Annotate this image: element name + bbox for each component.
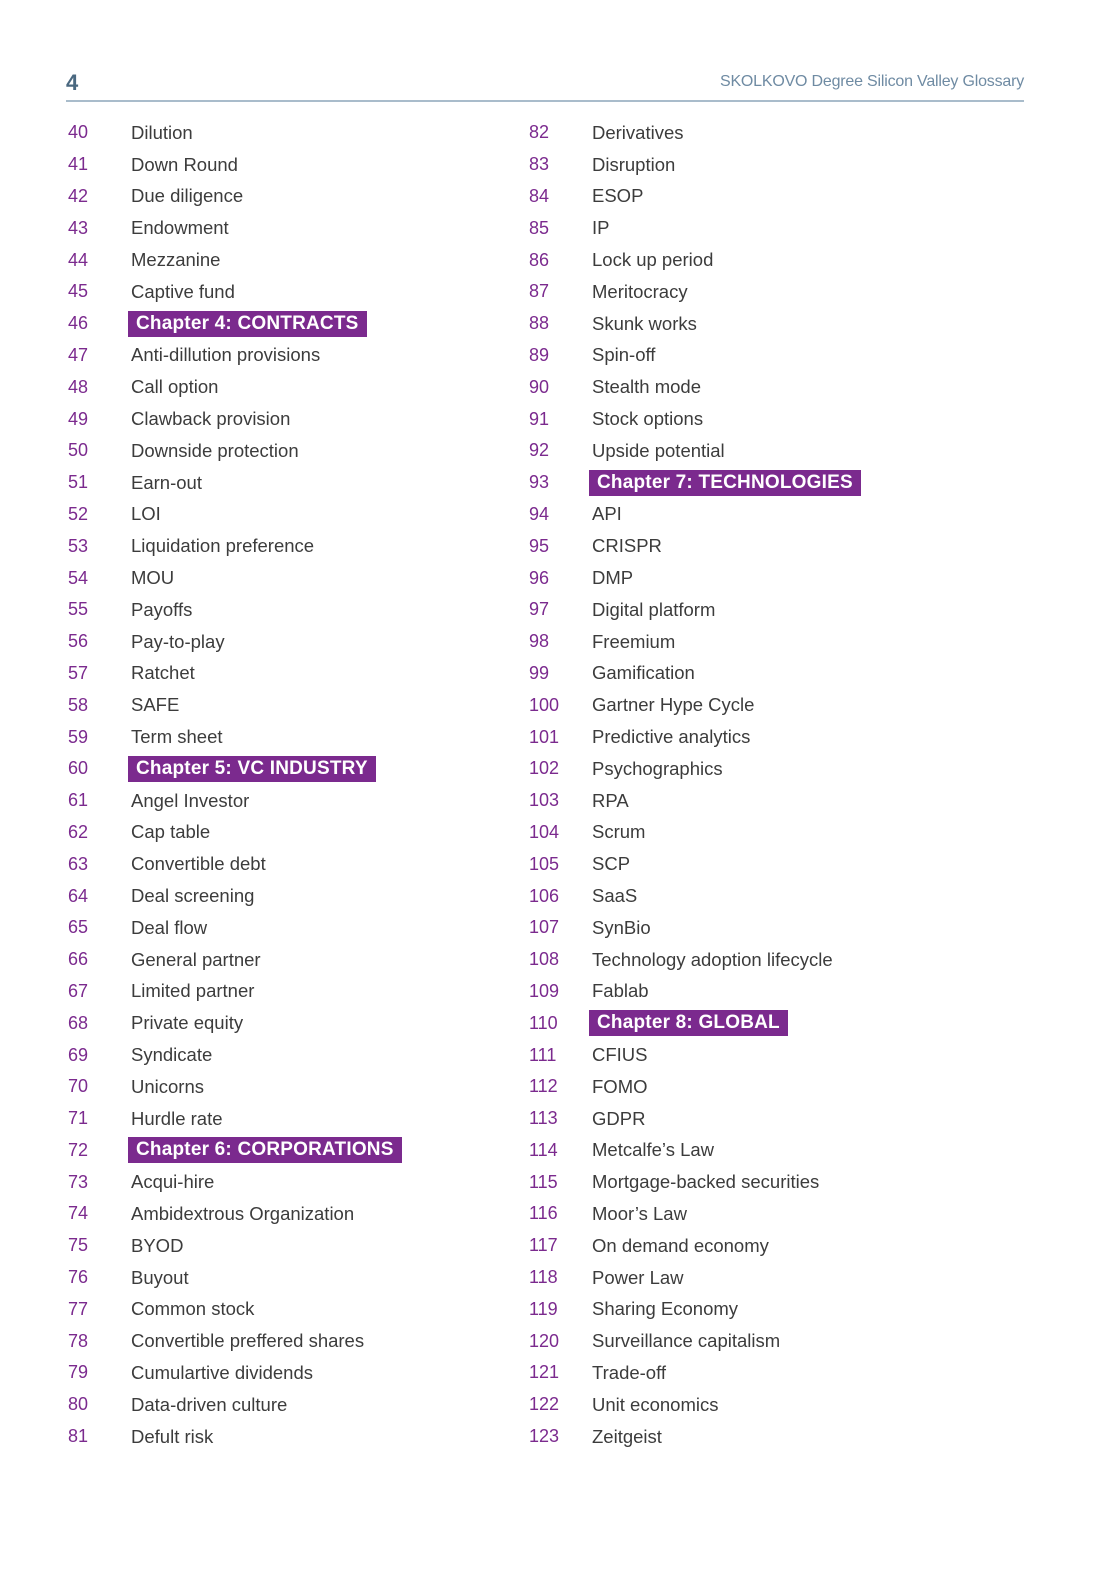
entry-term: Private equity: [131, 1012, 244, 1034]
entry-term: Angel Investor: [131, 789, 250, 811]
entry-term: Call option: [131, 376, 219, 398]
entry-number: 72: [68, 1139, 89, 1160]
entry-term: Convertible debt: [131, 853, 266, 875]
entry-number: 65: [68, 917, 89, 938]
entry-number: 123: [529, 1426, 560, 1447]
entry-term: RPA: [592, 789, 629, 811]
entry-number: 95: [529, 535, 550, 556]
entry-term: Endowment: [131, 217, 229, 239]
glossary-entry: [68, 1325, 402, 1357]
glossary-entry: [529, 1262, 861, 1294]
entry-number: 92: [529, 440, 550, 461]
entry-number: 46: [68, 313, 89, 334]
entry-term: Fablab: [592, 980, 649, 1002]
glossary-entry: [68, 785, 402, 817]
document-title: SKOLKOVO Degree Silicon Valley Glossary: [719, 73, 1024, 90]
glossary-entry: [68, 149, 402, 181]
entry-term: Scrum: [592, 821, 646, 843]
entry-number: 99: [529, 662, 550, 683]
glossary-entry: [68, 976, 402, 1008]
entry-number: 60: [68, 758, 89, 779]
entry-term: Deal flow: [131, 916, 208, 938]
glossary-entry: [529, 1039, 861, 1071]
chapter-heading: Chapter 6: CORPORATIONS: [128, 1137, 402, 1163]
entry-number: 67: [68, 980, 89, 1001]
entry-number: 63: [68, 853, 89, 874]
entry-term: Upside potential: [592, 439, 725, 461]
entry-number: 70: [68, 1076, 89, 1097]
entry-number: 61: [68, 790, 89, 811]
entry-term: Power Law: [592, 1266, 684, 1288]
entry-number: 40: [68, 122, 89, 143]
glossary-entry: [529, 371, 861, 403]
entry-term: Due diligence: [131, 185, 244, 207]
entry-term: Gamification: [592, 662, 695, 684]
glossary-entry: [68, 499, 402, 531]
glossary-entry: [529, 1325, 861, 1357]
glossary-entry: [68, 371, 402, 403]
entry-number: 89: [529, 344, 550, 365]
entry-number: 83: [529, 154, 550, 175]
entry-term: Technology adoption lifecycle: [592, 948, 833, 970]
entry-number: 55: [68, 599, 89, 620]
glossary-entry: [529, 276, 861, 308]
glossary-entry: [68, 117, 402, 149]
entry-term: Freemium: [592, 630, 676, 652]
glossary-entry: [68, 1357, 402, 1389]
glossary-entry: [529, 785, 861, 817]
entry-term: Trade-off: [592, 1361, 667, 1383]
glossary-entry: [68, 721, 402, 753]
entry-term: Acqui-hire: [131, 1171, 215, 1193]
chapter-heading-row: [529, 467, 861, 499]
entry-number: 53: [68, 535, 89, 556]
entry-term: FOMO: [592, 1075, 648, 1097]
entry-term: Anti-dillution provisions: [131, 344, 321, 366]
chapter-heading-row: [529, 1007, 861, 1039]
glossary-entry: [68, 181, 402, 213]
glossary-entry: [529, 1198, 861, 1230]
entry-number: 66: [68, 949, 89, 970]
entry-term: DMP: [592, 567, 634, 589]
entry-term: SCP: [592, 853, 631, 875]
glossary-entry: [68, 403, 402, 435]
entry-term: Cumulartive dividends: [131, 1361, 314, 1383]
entry-term: Dilution: [131, 121, 193, 143]
chapter-heading: Chapter 5: VC INDUSTRY: [128, 756, 376, 782]
entry-number: 108: [529, 949, 560, 970]
chapter-heading-row: [68, 308, 402, 340]
entry-number: 43: [68, 217, 89, 238]
chapter-heading: Chapter 7: TECHNOLOGIES: [589, 470, 861, 496]
entry-number: 110: [529, 1012, 558, 1033]
glossary-entry: [529, 658, 861, 690]
entry-term: Buyout: [131, 1266, 189, 1288]
glossary-entry: [68, 880, 402, 912]
entry-number: 49: [68, 408, 89, 429]
entry-term: Downside protection: [131, 439, 299, 461]
glossary-entry: [68, 1293, 402, 1325]
entry-number: 102: [529, 758, 560, 779]
glossary-entry: [68, 594, 402, 626]
entry-number: 56: [68, 631, 89, 652]
glossary-entry: [529, 753, 861, 785]
entry-number: 117: [529, 1235, 558, 1256]
entry-number: 71: [68, 1108, 89, 1129]
entry-number: 52: [68, 503, 89, 524]
glossary-entry: [68, 1230, 402, 1262]
glossary-entry: [529, 721, 861, 753]
entry-number: 62: [68, 821, 89, 842]
glossary-entry: [68, 244, 402, 276]
glossary-entry: [529, 244, 861, 276]
entry-number: 106: [529, 885, 560, 906]
entry-term: Stock options: [592, 408, 704, 430]
entry-term: Meritocracy: [592, 280, 688, 302]
header-rule: [66, 100, 1024, 102]
entry-term: Unit economics: [592, 1393, 719, 1415]
glossary-entry: [529, 1389, 861, 1421]
entry-term: Mortgage-backed securities: [592, 1171, 820, 1193]
glossary-entry: [68, 212, 402, 244]
glossary-entry: [529, 1166, 861, 1198]
entry-term: General partner: [131, 948, 261, 970]
entry-number: 114: [529, 1139, 558, 1160]
glossary-entry: [68, 340, 402, 372]
glossary-column-left: [68, 117, 402, 1452]
entry-term: CRISPR: [592, 535, 662, 557]
glossary-entry: [68, 467, 402, 499]
entry-number: 103: [529, 790, 560, 811]
entry-term: Convertible preffered shares: [131, 1330, 365, 1352]
entry-number: 87: [529, 281, 550, 302]
glossary-entry: [68, 689, 402, 721]
glossary-entry: [68, 626, 402, 658]
entry-number: 119: [529, 1298, 558, 1319]
glossary-entry: [68, 1071, 402, 1103]
chapter-heading-row: [68, 1135, 402, 1167]
entry-number: 79: [68, 1362, 89, 1383]
entry-number: 42: [68, 185, 89, 206]
entry-term: Unicorns: [131, 1075, 204, 1097]
glossary-entry: [529, 403, 861, 435]
entry-number: 41: [68, 154, 89, 175]
entry-term: API: [592, 503, 622, 525]
glossary-entry: [529, 976, 861, 1008]
entry-term: Derivatives: [592, 121, 684, 143]
entry-term: Gartner Hype Cycle: [592, 694, 755, 716]
entry-term: Defult risk: [131, 1425, 214, 1447]
entry-number: 88: [529, 313, 550, 334]
entry-term: IP: [592, 217, 610, 239]
entry-term: Liquidation preference: [131, 535, 315, 557]
entry-number: 121: [529, 1362, 560, 1383]
glossary-entry: [529, 308, 861, 340]
glossary-column-right: [529, 117, 861, 1452]
entry-term: Limited partner: [131, 980, 255, 1002]
glossary-entry: [529, 117, 861, 149]
entry-term: On demand economy: [592, 1234, 769, 1256]
entry-number: 54: [68, 567, 89, 588]
glossary-entry: [529, 1230, 861, 1262]
entry-term: Spin-off: [592, 344, 656, 366]
entry-term: Clawback provision: [131, 408, 291, 430]
entry-term: Ratchet: [131, 662, 195, 684]
entry-number: 68: [68, 1012, 89, 1033]
chapter-heading-row: [68, 753, 402, 785]
chapter-heading: Chapter 8: GLOBAL: [589, 1010, 788, 1036]
entry-term: Mezzanine: [131, 249, 221, 271]
entry-term: Lock up period: [592, 249, 714, 271]
entry-number: 105: [529, 853, 560, 874]
entry-number: 76: [68, 1267, 89, 1288]
entry-number: 81: [68, 1426, 89, 1447]
entry-number: 120: [529, 1330, 560, 1351]
glossary-entry: [529, 212, 861, 244]
entry-term: LOI: [131, 503, 161, 525]
entry-term: Payoffs: [131, 598, 193, 620]
glossary-entry: [529, 1421, 861, 1453]
entry-number: 47: [68, 344, 89, 365]
entry-term: Cap table: [131, 821, 211, 843]
entry-number: 64: [68, 885, 89, 906]
glossary-entry: [529, 1135, 861, 1167]
entry-number: 118: [529, 1267, 558, 1288]
glossary-entry: [68, 944, 402, 976]
glossary-entry: [68, 1103, 402, 1135]
glossary-entry: [529, 1357, 861, 1389]
entry-number: 57: [68, 662, 89, 683]
entry-number: 48: [68, 376, 89, 397]
entry-term: Surveillance capitalism: [592, 1330, 781, 1352]
glossary-entry: [68, 530, 402, 562]
glossary-entry: [68, 276, 402, 308]
glossary-entry: [529, 149, 861, 181]
glossary-entry: [529, 880, 861, 912]
entry-number: 84: [529, 185, 550, 206]
glossary-entry: [529, 626, 861, 658]
entry-term: Down Round: [131, 153, 238, 175]
glossary-entry: [529, 1071, 861, 1103]
entry-term: Ambidextrous Organization: [131, 1202, 355, 1224]
glossary-entry: [529, 1103, 861, 1135]
glossary-entry: [529, 562, 861, 594]
entry-term: Pay-to-play: [131, 630, 225, 652]
entry-term: Syndicate: [131, 1044, 213, 1065]
glossary-entry: [529, 181, 861, 213]
entry-number: 78: [68, 1330, 89, 1351]
entry-number: 50: [68, 440, 89, 461]
glossary-entry: [529, 689, 861, 721]
entry-term: CFIUS: [592, 1044, 648, 1065]
entry-term: Digital platform: [592, 598, 716, 620]
entry-number: 45: [68, 281, 89, 302]
glossary-entry: [68, 817, 402, 849]
entry-term: Deal screening: [131, 885, 255, 907]
entry-number: 96: [529, 567, 550, 588]
chapter-heading: Chapter 4: CONTRACTS: [128, 311, 367, 337]
glossary-entry: [68, 658, 402, 690]
entry-number: 75: [68, 1235, 89, 1256]
glossary-entry: [529, 817, 861, 849]
entry-number: 116: [529, 1203, 558, 1224]
entry-number: 107: [529, 917, 560, 938]
entry-number: 122: [529, 1394, 560, 1415]
glossary-entry: [529, 848, 861, 880]
entry-term: Earn-out: [131, 471, 202, 493]
entry-number: 90: [529, 376, 550, 397]
entry-number: 86: [529, 249, 550, 270]
entry-term: Sharing Economy: [592, 1298, 739, 1320]
entry-number: 104: [529, 821, 560, 842]
glossary-entry: [68, 912, 402, 944]
glossary-entry: [68, 562, 402, 594]
entry-number: 93: [529, 472, 550, 493]
glossary-entry: [529, 499, 861, 531]
entry-term: BYOD: [131, 1234, 184, 1256]
entry-term: SaaS: [592, 885, 638, 907]
entry-term: Common stock: [131, 1298, 255, 1320]
entry-number: 51: [68, 472, 89, 493]
entry-number: 97: [529, 599, 550, 620]
glossary-entry: [529, 944, 861, 976]
entry-term: Moor’s Law: [592, 1202, 687, 1224]
entry-number: 101: [529, 726, 560, 747]
glossary-entry: [68, 848, 402, 880]
entry-number: 74: [68, 1203, 89, 1224]
glossary-entry: [68, 1389, 402, 1421]
entry-term: Predictive analytics: [592, 726, 751, 748]
entry-term: Metcalfe’s Law: [592, 1139, 715, 1161]
entry-term: Hurdle rate: [131, 1107, 223, 1129]
entry-term: SynBio: [592, 916, 651, 938]
entry-term: ESOP: [592, 185, 644, 207]
entry-term: Psychographics: [592, 757, 723, 779]
glossary-entry: [529, 1293, 861, 1325]
entry-number: 113: [529, 1108, 558, 1129]
glossary-entry: [529, 435, 861, 467]
glossary-entry: [68, 1039, 402, 1071]
entry-term: MOU: [131, 567, 175, 589]
glossary-entry: [529, 530, 861, 562]
entry-number: 82: [529, 122, 550, 143]
glossary-entry: [529, 594, 861, 626]
entry-number: 85: [529, 217, 550, 238]
entry-term: Captive fund: [131, 280, 235, 302]
entry-term: Term sheet: [131, 726, 223, 748]
glossary-entry: [68, 1262, 402, 1294]
entry-number: 80: [68, 1394, 89, 1415]
entry-number: 58: [68, 694, 89, 715]
entry-term: SAFE: [131, 694, 180, 716]
entry-term: GDPR: [592, 1107, 646, 1129]
entry-term: Disruption: [592, 153, 676, 175]
entry-number: 98: [529, 631, 550, 652]
entry-term: Skunk works: [592, 312, 697, 334]
glossary-entry: [68, 1421, 402, 1453]
entry-number: 77: [68, 1298, 89, 1319]
entry-number: 115: [529, 1171, 558, 1192]
entry-number: 112: [529, 1076, 558, 1097]
glossary-entry: [68, 1166, 402, 1198]
entry-number: 109: [529, 980, 560, 1001]
glossary-entry: [68, 1198, 402, 1230]
glossary-entry: [68, 435, 402, 467]
entry-number: 59: [68, 726, 89, 747]
page-number: 4: [66, 70, 79, 95]
entry-number: 94: [529, 503, 550, 524]
entry-number: 73: [68, 1171, 89, 1192]
glossary-entry: [529, 340, 861, 372]
entry-number: 44: [68, 249, 89, 270]
entry-number: 91: [529, 408, 550, 429]
entry-number: 111: [529, 1044, 557, 1065]
entry-number: 69: [68, 1044, 89, 1065]
glossary-entry: [529, 912, 861, 944]
entry-term: Data-driven culture: [131, 1393, 288, 1415]
entry-number: 100: [529, 694, 560, 715]
glossary-entry: [68, 1007, 402, 1039]
entry-term: Zeitgeist: [592, 1425, 662, 1447]
entry-term: Stealth mode: [592, 376, 702, 398]
